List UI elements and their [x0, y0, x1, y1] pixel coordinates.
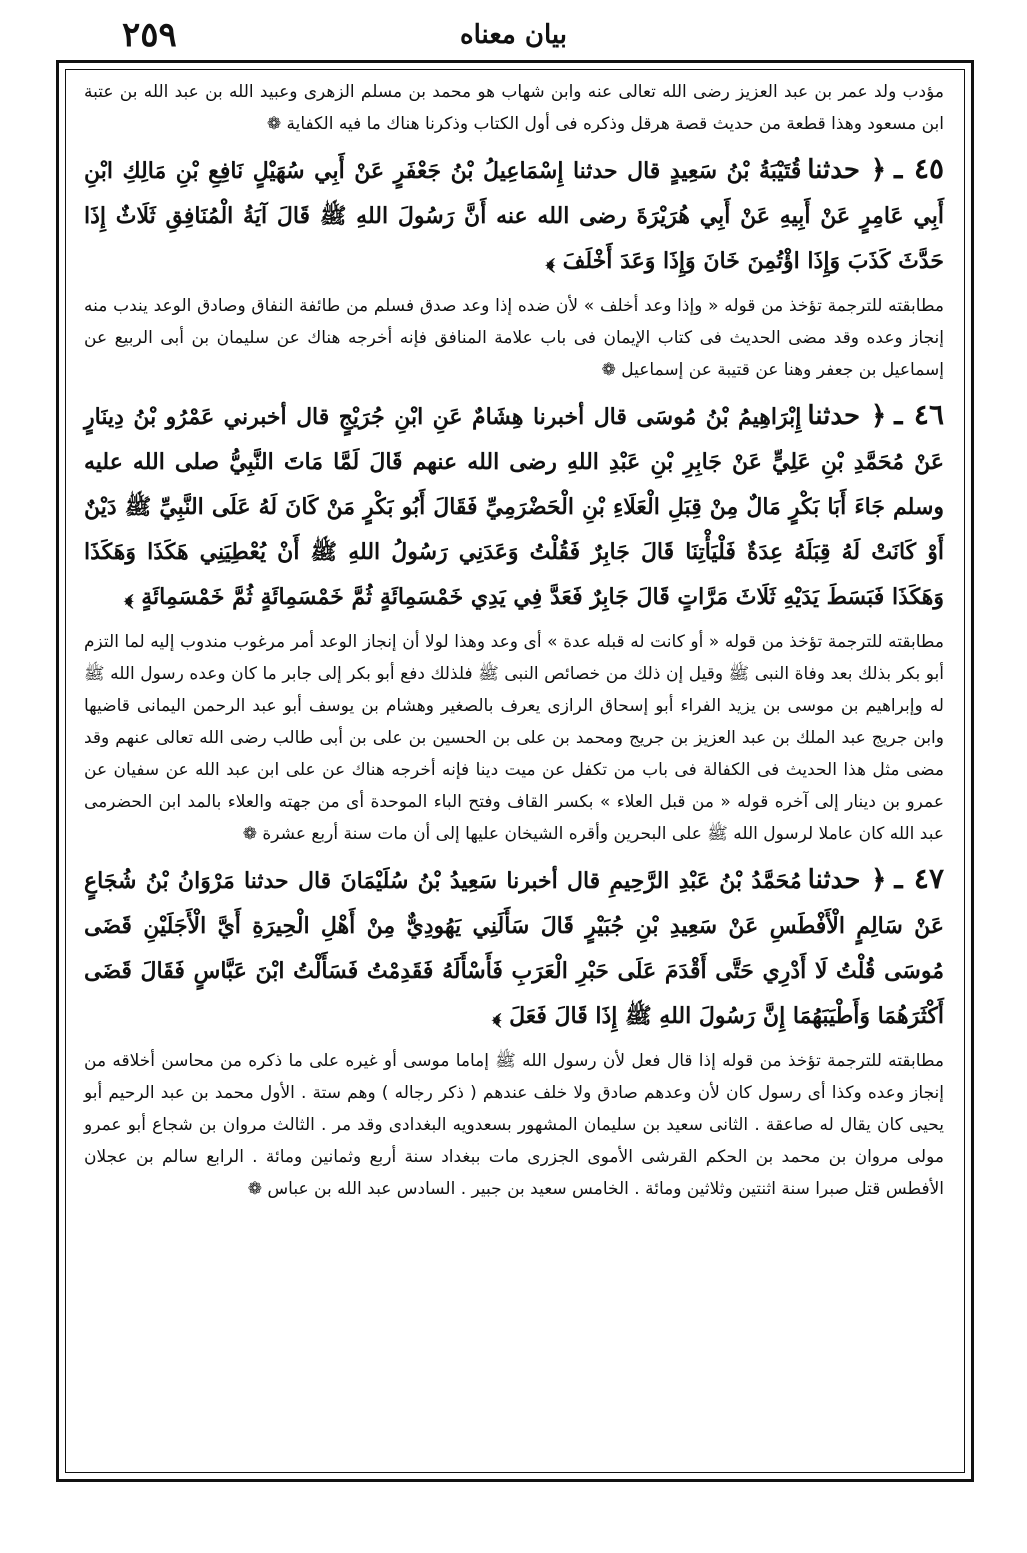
page-header: [0, 14, 1027, 56]
hadith-46: [84, 392, 944, 620]
hadith-text: قُتَيْبَةُ بْنُ سَعِيدٍ قال حدثنا إِسْمَاعِيلُ بْنُ جَعْفَرٍ عَنْ أَبِي سُهَيْلٍ نَافِعِ بْنِ مَالِكِ ابْنِ أَبِي عَامِرٍ عَنْ أَبِيهِ عَنْ أَبِي هُرَيْرَةَ رضى الله عنه أَنَّ رَسُولَ اللهِ ﷺ قَالَ آيَةُ الْمُنَافِقِ ثَلَاثٌ إِذَا حَدَّثَ كَذَبَ وَإِذَا اؤْتُمِنَ خَانَ وَإِذَا وَعَدَ أَخْلَفَ ﴾: [84, 158, 945, 274]
commentary-paragraph: مؤدب ولد عمر بن عبد العزيز رضى الله تعالى عنه وابن شهاب هو محمد بن مسلم الزهرى وعبيد الله بن عبد الله بن عتبة ابن مسعود وهذا قطعة من حديث قصة هرقل وذكره فى أول الكتاب وذكرنا هناك ما فيه الكفاية ❁: [84, 82, 944, 134]
haddathana-marker: ﴿ حدثنا: [807, 155, 887, 185]
page-border-outer: [56, 60, 974, 1482]
hadith-number: ٤٧ ـ: [894, 862, 944, 895]
running-title: بيان معناه: [459, 20, 567, 50]
page-border-inner: [65, 69, 965, 1473]
page-body: [84, 76, 944, 1205]
commentary-paragraph: مطابقته للترجمة تؤخذ من قوله « وإذا وعد أخلف » لأن ضده إذا وعد صدق فسلم من طائفة النفاق وصادق الوعد يندب منه إنجاز وعده وقد مضى الحديث فى كتاب الإيمان فى باب علامة المنافق فإنه أخرجه هناك عن سليمان بن أبى الربيع عن إسماعيل بن جعفر وهنا عن قتيبة عن إسماعيل ❁: [84, 296, 944, 380]
page-number: ٢٥٩: [122, 15, 177, 55]
haddathana-marker: ﴿ حدثنا: [807, 865, 887, 895]
hadith-text: إِبْرَاهِيمُ بْنُ مُوسَى قال أخبرنا هِشَامٌ عَنِ ابْنِ جُرَيْجٍ قال أخبرني عَمْرُو بْنُ دِينَارٍ عَنْ مُحَمَّدِ بْنِ عَلِيٍّ عَنْ جَابِرِ بْنِ عَبْدِ اللهِ رضى الله عنهم قَالَ لَمَّا مَاتَ النَّبِيُّ صلى الله عليه وسلم جَاءَ أَبَا بَكْرٍ مَالٌ مِنْ قِبَلِ الْعَلَاءِ بْنِ الْحَضْرَمِيِّ فَقَالَ أَبُو بَكْرٍ مَنْ كَانَ لَهُ عَلَى النَّبِيِّ ﷺ دَيْنٌ أَوْ كَانَتْ لَهُ قِبَلَهُ عِدَةٌ فَلْيَأْتِنَا قَالَ جَابِرٌ فَقُلْتُ وَعَدَنِي رَسُولُ اللهِ ﷺ أَنْ يُعْطِيَنِي هَكَذَا وَهَكَذَا وَهَكَذَا فَبَسَطَ يَدَيْهِ ثَلَاثَ مَرَّاتٍ قَالَ جَابِرٌ فَعَدَّ فِي يَدِي خَمْسَمِائَةٍ ثُمَّ خَمْسَمِائَةٍ ثُمَّ خَمْسَمِائَةٍ ﴾: [84, 404, 944, 610]
commentary-paragraph: مطابقته للترجمة تؤخذ من قوله إذا قال فعل لأن رسول الله ﷺ إماما موسى أو غيره على ما ذكره من محاسن أخلاقه من إنجاز وعده وكذا أى رسول كان لأن وعدهم صادق ولا خلف عندهم ( ذكر رجاله ) وهم ستة . الأول محمد بن عبد الرحيم أبو يحيى كان يقال له صاعقة . الثانى سعيد بن سليمان المشهور بسعدويه البغدادى وقد مر . الثالث مروان بن شجاع أبو عمرو مولى مروان بن محمد بن الحكم القرشى الأموى الجزرى مات ببغداد سنة أربع وثمانين ومائة . الرابع سالم بن عجلان الأفطس قتل صبرا سنة اثنتين وثلاثين ومائة . الخامس سعيد بن جبير . السادس عبد الله بن عباس ❁: [84, 1051, 944, 1199]
hadith-number: ٤٦ ـ: [894, 398, 944, 431]
hadith-text: مُحَمَّدُ بْنُ عَبْدِ الرَّحِيمِ قال أخبرنا سَعِيدُ بْنُ سُلَيْمَانَ قال حدثنا مَرْوَانُ بْنُ شُجَاعٍ عَنْ سَالِمٍ الْأَفْطَسِ عَنْ سَعِيدِ بْنِ جُبَيْرٍ قَالَ سَأَلَنِي يَهُودِيٌّ مِنْ أَهْلِ الْحِيرَةِ أَيَّ الْأَجَلَيْنِ قَضَى مُوسَى قُلْتُ لَا أَدْرِي حَتَّى أَقْدَمَ عَلَى حَبْرِ الْعَرَبِ فَأَسْأَلَهُ فَقَدِمْتُ فَسَأَلْتُ ابْنَ عَبَّاسٍ فَقَالَ قَضَى أَكْثَرَهُمَا وَأَطْيَبَهُمَا إِنَّ رَسُولَ اللهِ ﷺ إِذَا قَالَ فَعَلَ ﴾: [84, 868, 944, 1029]
hadith-number: ٤٥ ـ: [894, 152, 945, 185]
haddathana-marker: ﴿ حدثنا: [807, 401, 887, 431]
hadith-45: [84, 146, 944, 284]
commentary-paragraph: مطابقته للترجمة تؤخذ من قوله « أو كانت له قبله عدة » أى وعد وهذا لولا أن إنجاز الوعد أمر مرغوب مندوب إليه لما التزم أبو بكر بذلك بعد وفاة النبى ﷺ وقيل إن ذلك من خصائص النبى ﷺ فلذلك دفع أبو بكر إلى جابر ما كان وعده رسول الله ﷺ له وإبراهيم بن موسى بن يزيد الفراء أبو إسحاق الرازى يعرف بالصغير وهشام بن يوسف أبو عبد الرحمن اليمانى قاضيها وابن جريج عبد الملك بن عبد العزيز بن جريج ومحمد بن على بن الحسين بن على بن أبى طالب رضى الله تعالى عنهم وقد مضى مثل هذا الحديث فى الكفالة فى باب من تكفل عن ميت دينا فإنه أخرجه هناك عن على ابن عبد الله عن سفيان عن عمرو بن دينار إلى آخره قوله « من قبل العلاء » بكسر القاف وفتح الباء الموحدة أى من جهته والعلاء بالمد ابن الحضرمى عبد الله كان عاملا لرسول الله ﷺ على البحرين وأقره الشيخان عليها إلى أن مات سنة أربع عشرة ❁: [84, 632, 944, 844]
hadith-47: [84, 856, 944, 1039]
